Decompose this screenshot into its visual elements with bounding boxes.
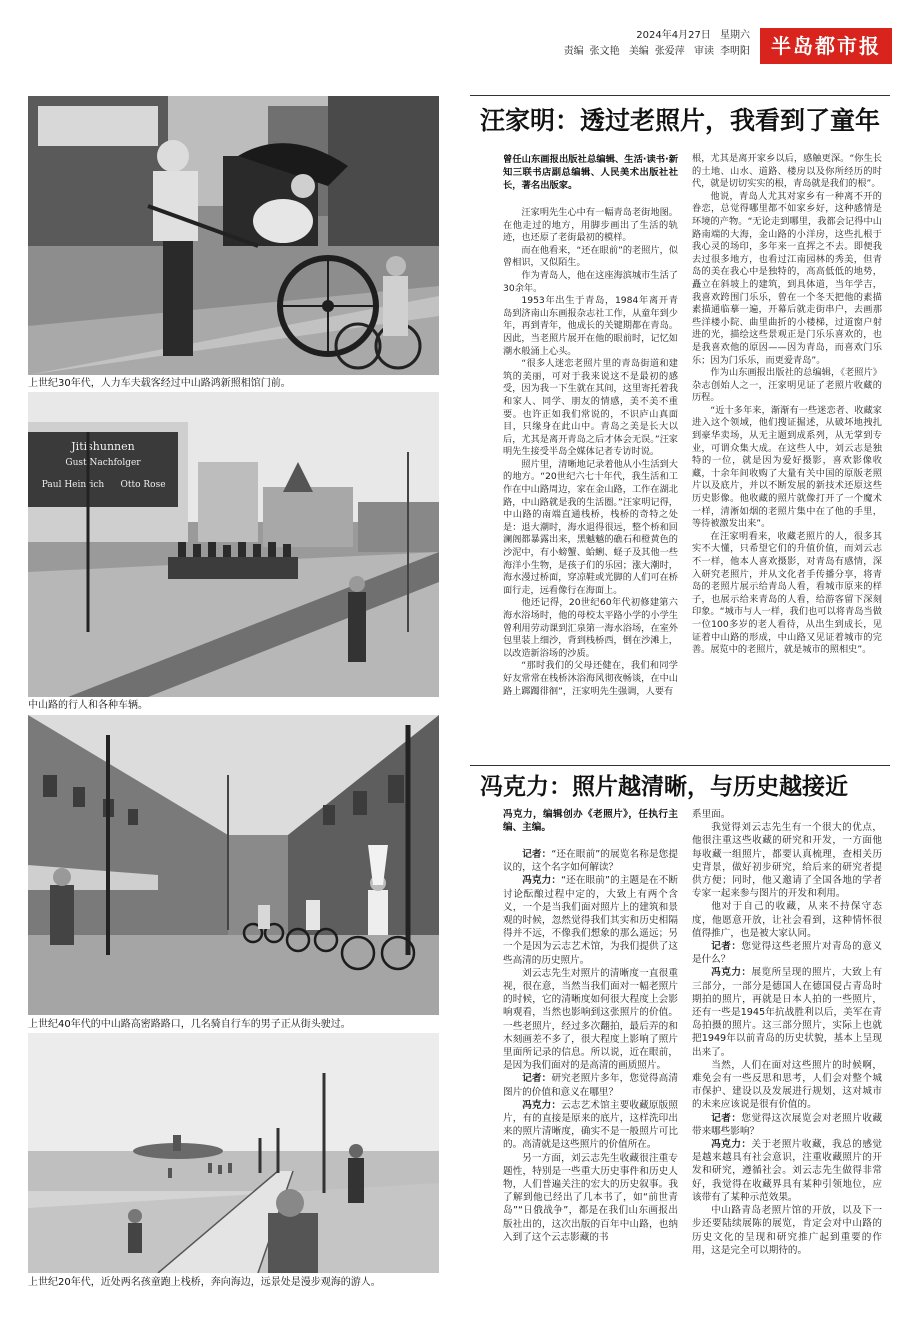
page-meta — [558, 28, 750, 60]
divider-middle — [470, 765, 890, 766]
photo-cyclists — [28, 715, 439, 1015]
caption-photo-cyclists: 上世纪40年代的中山路高密路路口，几名骑自行车的男子正从街头驶过。 — [28, 1019, 351, 1030]
editor-name: 张文艳 — [589, 46, 620, 57]
article2-text: 展览所呈现的照片，大致上有三部分，一部分是德国人在德国侵占青岛时期拍的照片，再就是日本人拍的一些照片，还有一些是1945年抗战胜利以后，美军在青岛拍摄的照片。这三部分照片，实际上也就把1949年以前青岛的历史状貌，基本上呈现出来了。 — [692, 967, 882, 1058]
reviewer-label: 审读 — [694, 46, 714, 57]
article2-text: “还在眼前”的主题是在不断讨论酝酿过程中定的，大致上有两个含义，一个是当我们面对照片上的建筑和景观的时候，忽然觉得我们其实和历史相隔得并不远，不像我们想象的那么遥远；另一个是因为云志艺术馆，为我们提供了这些高清的历史照片。 — [503, 875, 678, 966]
speaker-label: 冯克力： — [711, 967, 752, 979]
article2-col2-para — [692, 1204, 882, 1257]
article2-text: “还在眼前”的展览名称是您提议的，这个名字如何解读？ — [503, 849, 678, 874]
article2-text: 他对于自己的收藏，从来不持保守态度，他愿意开放，让社会看到，这种情怀很值得推广，也是被大家认同。 — [692, 901, 882, 939]
article2-col2-para — [692, 1059, 882, 1112]
article2-column-1 — [503, 848, 678, 1306]
article2-text: 当然，人们在面对这些照片的时候啊，难免会有一些反思和思考，人们会对整个城市保护、建设以及发展进行规划，这对城市的未来应该说是很有价值的。 — [692, 1059, 882, 1111]
art-editor-name: 张爱萍 — [654, 46, 685, 57]
article2-col1-para — [503, 874, 678, 966]
article1-col2-para: “近十多年来，渐渐有一些迷恋者、收藏家进入这个领域，他们搜证掘述，从破坏地拽扎到豪华卖场，从无主题到成系列，从无掌到专业，可谓众集大成。在这些人中，刘云志是独特的一位，就是因为爱好摄影，喜欢影像收藏，十余年间收购了大量有关中国的原版老照片以及底片，并以不断发展的新技术还原这些历史影像。他收藏的照片就像打开了一个魔术一样，清淅如烟的老照片集中在了他的手里，等待被激发出来”。 — [692, 404, 882, 530]
article2-col2-para — [692, 940, 882, 966]
article1-lead: 曾任山东画报出版社总编辑、生活·读书·新知三联书店副总编辑、人民美术出版社社长，著名出版家。 — [503, 154, 678, 191]
editor-label: 责编 — [563, 46, 584, 57]
article2-col1-para — [503, 1099, 678, 1152]
article2-text: 云志艺术馆主要收藏原版照片，有的直接是原来的底片，这样洗印出来的照片清晰度，确实不是一般照片可比的。高清就是这些照片的价值所在。 — [503, 1099, 678, 1151]
article1-col1-para: 他还记得，20世纪60年代初修建第六海水浴场时，他的母校太平路小学的小学生曾利用劳动课到汇泉第一海水浴场，在室外包里装上细沙，背到栈桥西，倒在沙滩上，以改造新浴场的沙质。 — [503, 597, 678, 659]
speaker-label: 冯克力： — [522, 1099, 562, 1111]
issue-date: 2024年4月27日 — [636, 30, 711, 41]
cyclists-photo-graphic — [28, 715, 439, 1015]
reviewer-name: 李明阳 — [720, 46, 750, 57]
art-editor-label: 美编 — [628, 46, 649, 57]
article2-text: 关于老照片收藏，我总的感觉是越来越具有社会意识，注重收藏照片的开发和研究，遵循社会。刘云志先生做得非常好，我觉得在收藏界具有某种引领地位，应该带有了某种示范效果。 — [692, 1139, 882, 1203]
article1-col1-para: 作为青岛人，他在这座海滨城市生活了30余年。 — [503, 269, 678, 294]
article2-col2-para — [692, 966, 882, 1058]
caption-photo-pier: 上世纪20年代，近处两名孩童跑上栈桥，奔向海边，远景处是漫步观海的游人。 — [28, 1277, 381, 1288]
article2-col1-para — [503, 967, 678, 1073]
article1-col1-para: 照片里，清晰地记录着他从小生活到大的地方。“20世纪六七十年代，我生活和工作在中山路周边，家在金山路，工作在湖北路，中山路就是我的生活圈。”汪家明记得，中山路的南端直通栈桥，栈桥的奇特之处是：退大潮时，海水退得很远，整个桥和回澜阁都暴露出来，黑魆魆的礁石和橙黄色的沙泥中，有小螃蟹、蛤蜊、蛏子及其他一些海洋小生物，是孩子们的乐园；涨大潮时，海水漫过桥面，穿凉鞋或光脚的人们可在桥面行走，远看像行在海面上。 — [503, 458, 678, 596]
article2-col2-para — [692, 821, 882, 900]
photo-rickshaw — [28, 96, 439, 375]
photo-pier — [28, 1033, 439, 1273]
speaker-label: 记者： — [522, 849, 552, 860]
article2-col1-para — [503, 1152, 678, 1244]
speaker-label: 记者： — [711, 941, 742, 953]
speaker-label: 冯克力： — [711, 1139, 752, 1151]
article1-col2-para: 作为山东画报出版社的总编辑，《老照片》杂志创始人之一，汪家明见证了老照片收藏的历程。 — [692, 367, 882, 404]
article2-text: 另一方面，刘云志先生收藏很注重专题性，特别是一些重大历史事件和历史人物，人们普遍关注的宏大的历史叙事。我了解到他已经出了几本书了，如“前世青岛”“日俄战争”，都是在我们山东画报出版社出的，这次出版的百年中山路，也纳入到了这个云志影藏的书 — [503, 1152, 678, 1243]
article1-col1-para: 汪家明先生心中有一幅青岛老街地图。在他走过的地方，用脚步画出了生活的轨迹，也还原了老街最初的模样。 — [503, 207, 678, 244]
caption-photo-street: 中山路的行人和各种车辆。 — [28, 700, 148, 711]
article2-text: 我觉得刘云志先生有一个很大的优点，他很注重这些收藏的研究和开发，一方面他每收藏一组照片，都要认真梳理，查相关历史背景，做好初步研究，给后来的研究者提供方便；同时，他又邀请了全国各地的学者专家一起来参与图片的开发和利用。 — [692, 822, 882, 900]
article1-column-2 — [692, 153, 882, 755]
newspaper-logo: 半岛都市报 — [760, 28, 892, 64]
article2-text: 刘云志先生对照片的清晰度一直很重视，很在意，当然当我们面对一幅老照片的时候，它的清晰度如何很大程度上会影响观看，当然也影响到这张照片的价值。一些老照片，经过多次翻拍，最后弄的和木刻画差不多了，很大程度上影响了照片里面所记录的信息。所以说，近在眼前，是因为我们面对的是高清的画质照片。 — [503, 967, 678, 1072]
article1-title: 汪家明：透过老照片，我看到了童年 — [480, 106, 881, 135]
speaker-label: 记者： — [522, 1073, 552, 1085]
caption-photo-rickshaw: 上世纪30年代，人力车夫载客经过中山路鸿新照相馆门前。 — [28, 378, 291, 389]
rickshaw-photo-graphic — [28, 96, 439, 375]
article1-column-1 — [503, 207, 678, 755]
article2-col2-para — [692, 808, 882, 821]
sign-text-2: Gust Nachfolger — [65, 458, 141, 468]
article2-lead: 冯克力，编辑创办《老照片》，任执行主编、主编。 — [503, 809, 678, 833]
divider-top — [470, 95, 890, 96]
article2-col2-para — [692, 900, 882, 940]
article2-col2-para — [692, 1138, 882, 1204]
sign-text-3: Paul Heinrich — [41, 480, 105, 490]
article2-text: 您觉得这些老照片对青岛的意义是什么？ — [692, 941, 882, 966]
sign-text-1: Jitishunnen — [71, 440, 135, 453]
article2-column-2 — [692, 808, 882, 1306]
article2-title: 冯克力：照片越清晰，与历史越接近 — [480, 773, 848, 800]
article2-text: 中山路青岛老照片馆的开放，以及下一步还要陆续展陈的展览，肯定会对中山路的历史文化的呈现和研究推广起到重要的作用，这是完全可以期待的。 — [692, 1205, 882, 1256]
article2-text: 研究老照片多年，您觉得高清图片的价值和意义在哪里？ — [503, 1073, 678, 1098]
street-carts-photo-graphic — [28, 392, 439, 697]
article2-col2-para — [692, 1112, 882, 1138]
sign-text-4: Otto Rose — [120, 480, 166, 490]
issue-weekday: 星期六 — [720, 30, 750, 41]
article1-col2-para: 他说，青岛人尤其对家乡有一种离不开的眷恋，总觉得哪里都不如家乡好，这种感情是环境的产物。“无论走到哪里，我都会记得中山路南端的大海，金山路的小洋房，这些扎根于我心灵的场印，多年来一直挥之不去。即便我去过很多地方，也看过江南园林的秀美，但青岛的美在我心中是独特的，高高低低的地势，矗立在斜坡上的建筑，到具体道，当年学吉，我喜欢跨围门乐乐，曾在一个冬天把他的素描素描通临摹一遍，开幕后就走街串户，去画那些洋楼小院、曲里曲折的小楼梯，过道窗户射进的光，描绘这些景观正是门乐乐喜欢的，也是我喜欢他的原因——因为青岛，而喜欢门乐乐；因为门乐乐，而更爱青岛”。 — [692, 190, 882, 366]
article2-col1-para — [503, 848, 678, 874]
speaker-label: 记者： — [711, 1112, 742, 1124]
article2-text: 系里面。 — [692, 809, 731, 820]
article2-col1-para — [503, 1072, 678, 1098]
article1-col1-para: 1953年出生于青岛，1984年离开青岛到济南山东画报杂志社工作，从童年到少年，再到青年，他成长的关键期都在青岛。因此，当老照片展开在他的眼前时，记忆如潮水般涌上心头。 — [503, 295, 678, 357]
masthead — [0, 0, 900, 72]
photo-street-carts — [28, 392, 439, 697]
article1-col2-para: 在汪家明看来，收藏老照片的人，很多其实不大懂，只希望它们的升值价值，而刘云志不一样，他本人喜欢摄影，对青岛有感情，深入研究老照片，并从文化者手传播分享，将青岛的老照片展示给青岛人看，看城市原来的样子，也展示给来青岛的人看，给游客留下深刻印象。“城市与人一样，我们也可以将青岛当做一位100多岁的老人看待，从出生到成长，见证着中山路的形成，中山路又见证着城市的完善。展览中的老照片，就是城市的照相史”。 — [692, 530, 882, 656]
article1-col1-para: 而在他看来，“还在眼前”的老照片，似曾相识，又似陌生。 — [503, 244, 678, 269]
speaker-label: 冯克力： — [522, 875, 562, 887]
article2-text: 您觉得这次展览会对老照片收藏带来哪些影响？ — [692, 1112, 882, 1137]
article1-col1-para: “那时我们的父母还健在，我们和同学好友常常在栈桥沐浴海风彻夜畅谈，在中山路上踯躅徘徊”，汪家明先生强调，人要有 — [503, 660, 678, 697]
pier-photo-graphic — [28, 1033, 439, 1273]
article1-col1-para: “很多人迷恋老照片里的青岛街道和建筑的美丽，可对于我来说这不是最初的感受，因为我一下生就在其间，这里寄托着我和家人、同学、朋友的情感，美不美不重要。也许正如我们常说的，不识庐山真面目，只缘身在此山中。青岛之美是长大以后，尤其是离开青岛之后才体会无误。”汪家明先生接受半岛全媒体记者专访时说。 — [503, 358, 678, 458]
article1-col2-para: 根，尤其是离开家乡以后，感触更深。“你生长的土地、山水、道路、楼房以及你所经历的时代，就是切切实实的根，青岛就是我们的根”。 — [692, 153, 882, 190]
